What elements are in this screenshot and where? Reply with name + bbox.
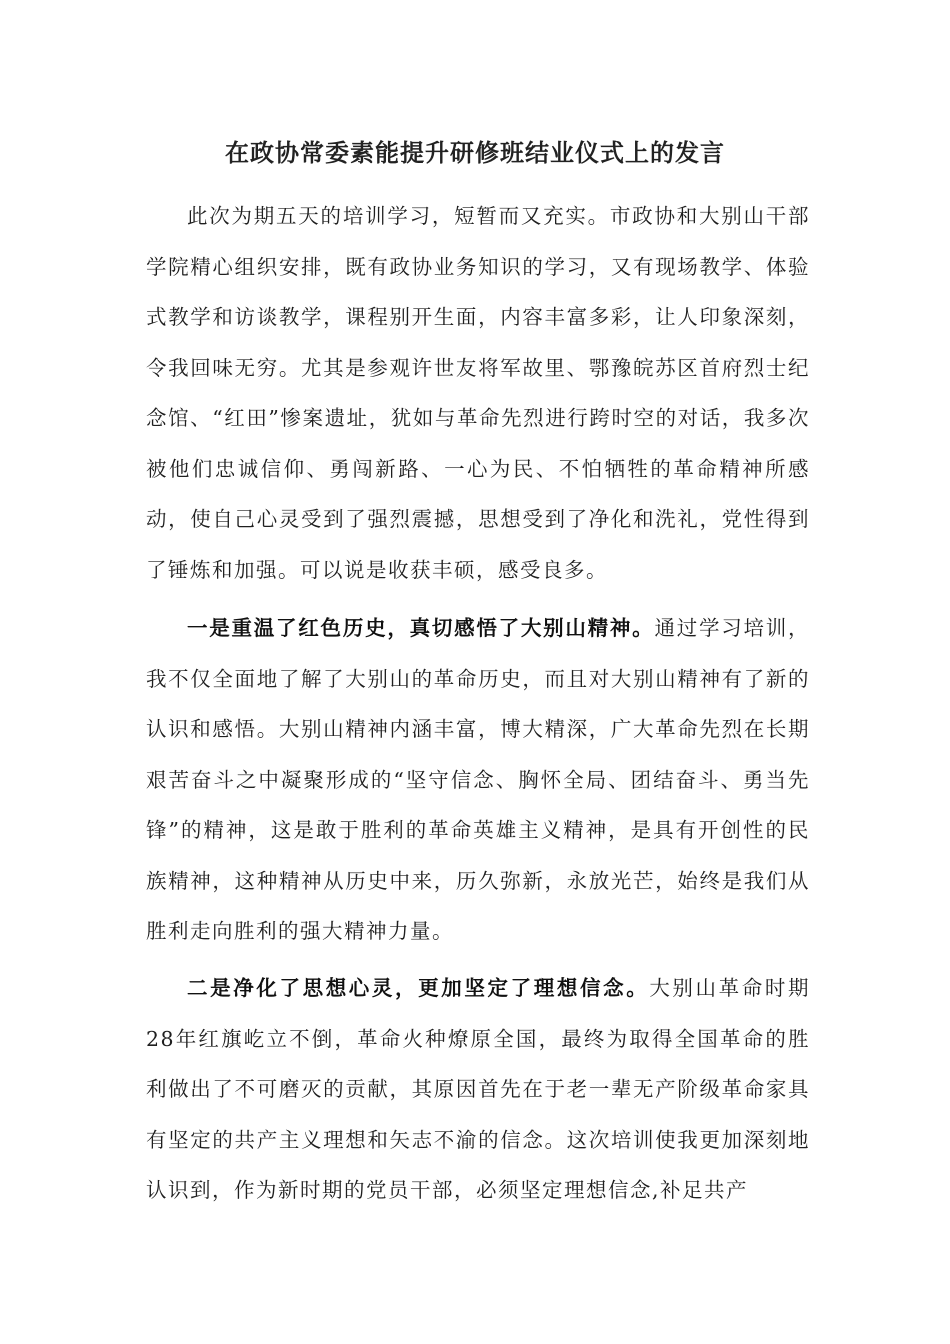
paragraph-3 [146,963,810,1216]
paragraph-lead: 一是重温了红色历史，真切感悟了大别山精神。 [187,616,655,640]
paragraph-text [146,963,810,1216]
paragraph-text [146,191,810,595]
paragraph-2 [146,603,810,957]
document-title: 在政协常委素能提升研修班结业仪式上的发言 [225,138,725,167]
paragraph-lead: 二是净化了思想心灵，更加坚定了理想信念。 [187,976,650,1000]
paragraph-text [146,603,810,957]
paragraph-1 [146,191,810,595]
paragraph-body: 通过学习培训，我不仅全面地了解了大别山的革命历史，而且对大别山精神有了新的认识和感悟。大别山精神内涵丰富，博大精深，广大革命先烈在长期艰苦奋斗之中凝聚形成的“坚守信念、胸怀全局、团结奋斗、勇当先锋”的精神，这是敢于胜利的革命英雄主义精神，是具有开创性的民族精神，这种精神从历史中来，历久弥新，永放光芒，始终是我们从胜利走向胜利的强大精神力量。 [146,616,811,943]
paragraph-body: 大别山革命时期28年红旗屹立不倒，革命火种燎原全国，最终为取得全国革命的胜利做出了不可磨灭的贡献，其原因首先在于老一辈无产阶级革命家具有坚定的共产主义理想和矢志不渝的信念。这次培训使我更加深刻地认识到，作为新时期的党员干部，必须坚定理想信念,补足共产 [146,976,811,1202]
paragraph-body: 此次为期五天的培训学习，短暂而又充实。市政协和大别山干部学院精心组织安排，既有政协业务知识的学习，又有现场教学、体验式教学和访谈教学，课程别开生面，内容丰富多彩，让人印象深刻，令我回味无穷。尤其是参观许世友将军故里、鄂豫皖苏区首府烈士纪念馆、“红田”惨案遗址，犹如与革命先烈进行跨时空的对话，我多次被他们忠诚信仰、勇闯新路、一心为民、不怕牺牲的革命精神所感动，使自己心灵受到了强烈震撼，思想受到了净化和洗礼，党性得到了锤炼和加强。可以说是收获丰硕，感受良多。 [146,204,810,582]
